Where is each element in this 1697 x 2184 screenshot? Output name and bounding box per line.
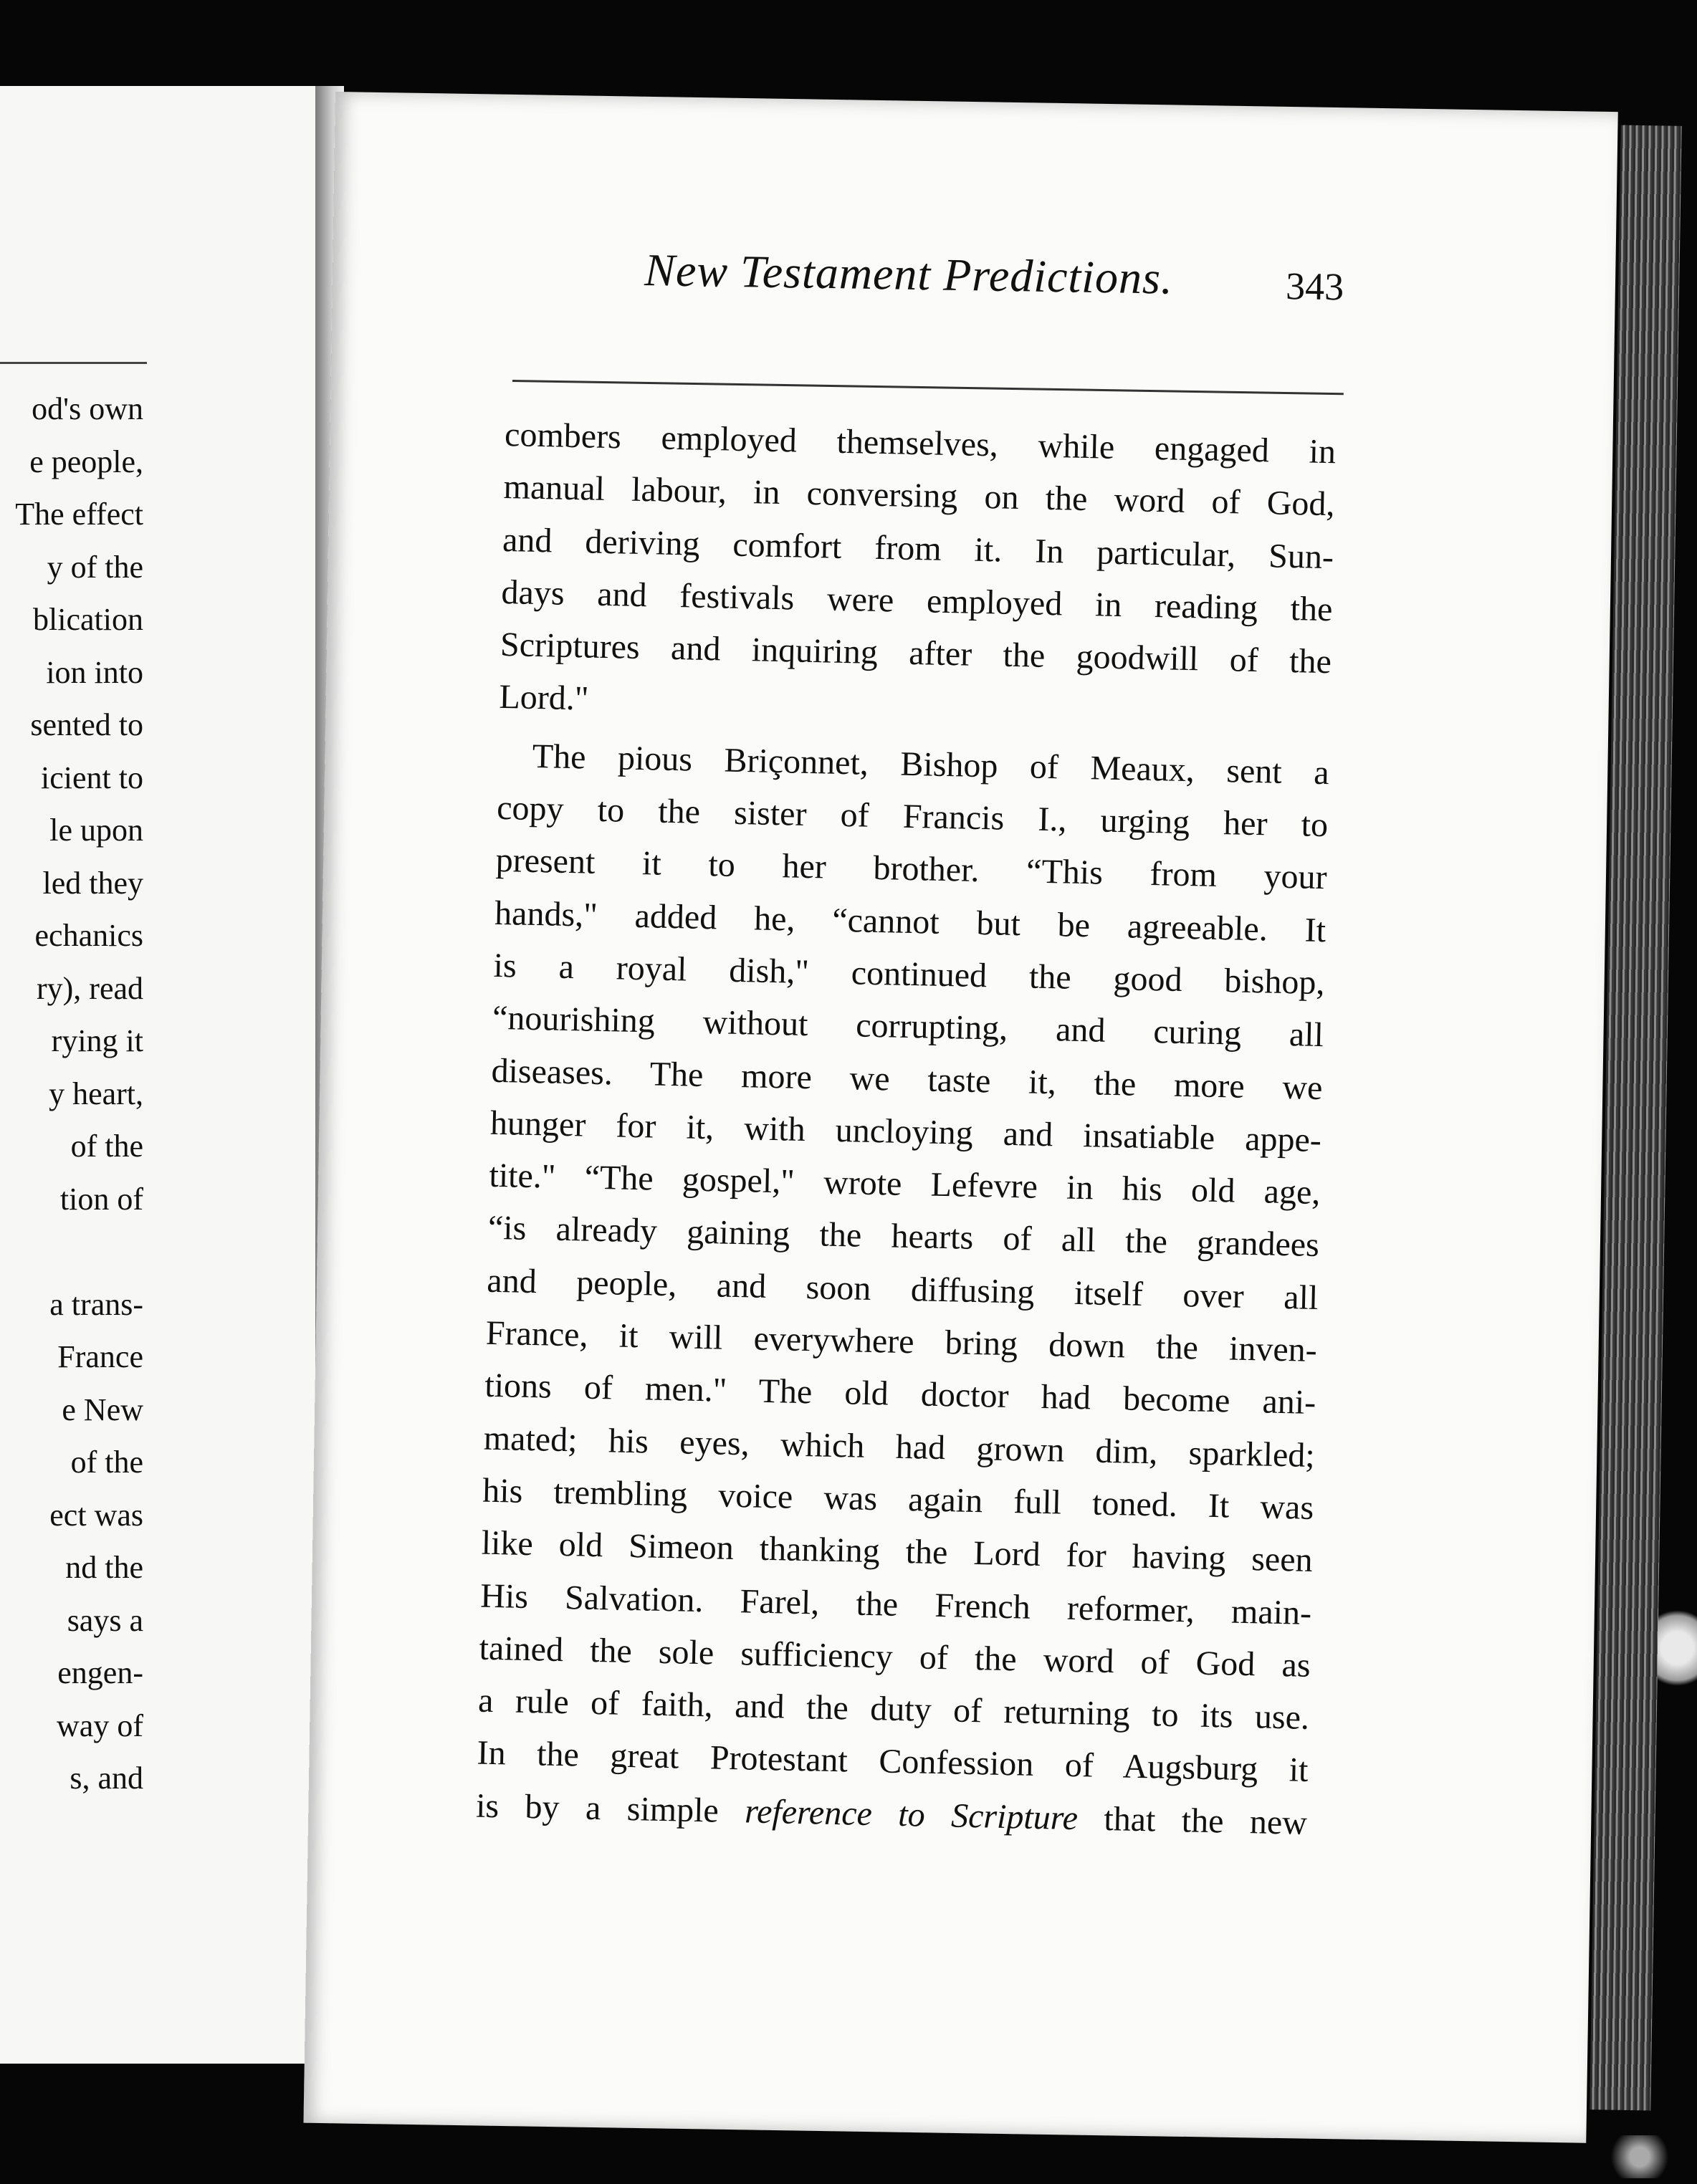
last-line-end: that the new <box>1077 1799 1308 1842</box>
text-line: and people, and soon diffusing itself over all <box>486 1261 1319 1317</box>
left-page-line: blication <box>33 602 143 637</box>
left-page-line: a trans- <box>49 1286 143 1322</box>
text-line: diseases. The more we taste it, the more we <box>491 1051 1323 1107</box>
left-page-line: y of the <box>47 549 143 585</box>
text-line: Scriptures and inquiring after the goodwill of the <box>499 626 1332 681</box>
italic-phrase: reference to Scripture <box>744 1792 1079 1837</box>
text-line: a rule of faith, and the duty of returning to its use. <box>477 1681 1310 1738</box>
text-line: In the great Protestant Confession of Augsburg it <box>477 1734 1309 1790</box>
text-line: present it to her brother. “This from your <box>495 841 1328 897</box>
text-line: “nourishing without corrupting, and curing all <box>492 999 1324 1055</box>
text-line: France, it will everywhere bring down the inven- <box>485 1313 1318 1370</box>
left-page-line: od's own <box>32 391 143 426</box>
paragraph-1 <box>499 408 1337 741</box>
left-page-line: ry), read <box>36 970 143 1006</box>
body-text <box>475 408 1336 1849</box>
text-line: hunger for it, with uncloying and insatiable appe- <box>489 1103 1322 1159</box>
left-page-line: says a <box>67 1602 143 1638</box>
left-page-line: y heart, <box>49 1076 143 1111</box>
text-line: The pious Briçonnet, Bishop of Meaux, sent a <box>532 737 1330 792</box>
text-line: days and festivals were employed in reading the <box>501 573 1333 629</box>
left-page-line: engen- <box>57 1655 143 1690</box>
left-page-rule <box>0 362 147 364</box>
left-page-line: of the <box>70 1445 143 1480</box>
left-page-line: ion into <box>46 654 143 690</box>
left-page-line: le upon <box>49 813 143 848</box>
text-line: hands," added he, “cannot but be agreeable. It <box>494 894 1326 949</box>
left-page-line: nd the <box>65 1550 143 1585</box>
left-page <box>0 86 322 2064</box>
text-line: is a royal dish," continued the good bishop, <box>493 946 1326 1002</box>
left-page-line: way of <box>57 1708 143 1743</box>
left-page-line: of the <box>70 1129 143 1164</box>
page-number: 343 <box>1285 264 1344 309</box>
text-line: tained the sole sufficiency of the word of God as <box>479 1629 1311 1685</box>
left-page-line: s, and <box>70 1761 143 1796</box>
left-page-line: e New <box>62 1392 143 1427</box>
text-line: combers employed themselves, while engaged in <box>504 415 1337 471</box>
text-line: like old Simeon thanking the Lord for having seen <box>481 1523 1314 1580</box>
paragraph-2 <box>477 729 1329 1797</box>
left-page-line: sented to <box>30 707 143 742</box>
text-line: mated; his eyes, which had grown dim, sparkled; <box>483 1419 1316 1475</box>
left-page-line: icient to <box>41 760 143 795</box>
last-line-start: is by a simple <box>475 1786 745 1831</box>
text-line: copy to the sister of Francis I., urging her to <box>496 788 1329 845</box>
left-page-line: The effect <box>15 497 143 532</box>
text-line: “is already gaining the hearts of all the grandees <box>487 1209 1320 1265</box>
corner-stain <box>1597 2135 1683 2178</box>
text-line: his trembling voice was again full toned. It was <box>482 1471 1314 1527</box>
left-page-line: ect was <box>49 1497 143 1533</box>
page-stain <box>1658 1598 1697 1698</box>
left-page-line: led they <box>42 865 143 901</box>
left-page-line: France <box>57 1339 143 1374</box>
left-page-line: e people, <box>29 444 143 479</box>
text-line: manual labour, in conversing on the word of God, <box>503 468 1336 524</box>
text-line: and deriving comfort from it. In particular, Sun- <box>502 520 1334 576</box>
text-line: tions of men." The old doctor had become ani- <box>484 1366 1316 1422</box>
left-page-line: tion of <box>59 1181 143 1217</box>
left-page-line: echanics <box>34 918 143 953</box>
running-title: New Testament Predictions. <box>644 244 1174 304</box>
text-line: tite." “The gospel," wrote Lefevre in his old age, <box>489 1156 1321 1212</box>
left-page-line: rying it <box>51 1023 143 1058</box>
text-line: Lord." <box>499 678 589 719</box>
text-line: His Salvation. Farel, the French reformer, main- <box>479 1576 1312 1632</box>
